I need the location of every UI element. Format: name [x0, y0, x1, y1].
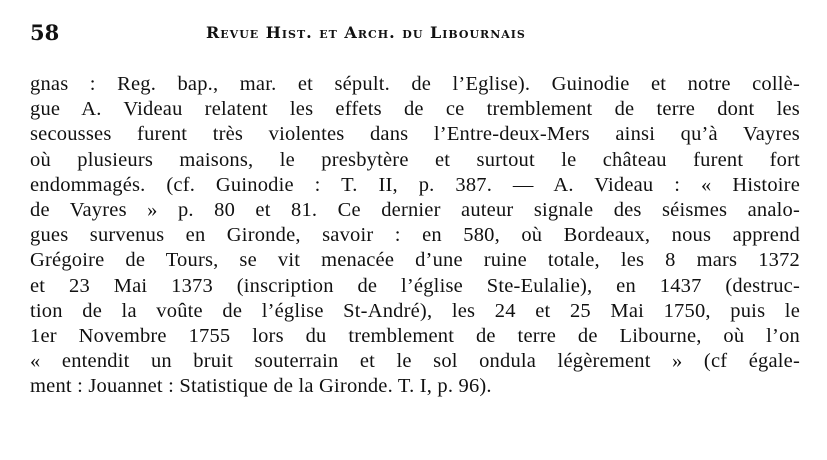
text-line: 1er Novembre 1755 lors du tremblement de terre de Libourne, où l’on	[30, 325, 800, 348]
text-line: où plusieurs maisons, le presbytère et surtout le château furent fort	[30, 148, 800, 171]
text-line: gues survenus en Gironde, savoir : en 580, où Bordeaux, nous apprend	[30, 224, 800, 247]
page-number: 58	[30, 20, 60, 45]
text-line: et 23 Mai 1373 (inscription de l’église Ste-Eulalie), en 1437 (destruc-	[30, 274, 800, 297]
text-line: gue A. Videau relatent les effets de ce tremblement de terre dont les	[30, 98, 800, 121]
text-line: de Vayres » p. 80 et 81. Ce dernier auteur signale des séismes analo-	[30, 199, 800, 222]
text-line: « entendit un bruit souterrain et le sol ondula légèrement » (cf égale-	[30, 350, 800, 373]
text-line: Grégoire de Tours, se vit menacée d’une ruine totale, les 8 mars 1372	[30, 249, 800, 272]
text-line: ment : Jouannet : Statistique de la Gironde. T. I, p. 96).	[30, 375, 492, 398]
text-line: endommagés. (cf. Guinodie : T. II, p. 387. — A. Videau : « Histoire	[30, 173, 800, 196]
text-line: gnas : Reg. bap., mar. et sépult. de l’Eglise). Guinodie et notre collè-	[30, 73, 800, 95]
text-line: secousses furent très violentes dans l’Entre-deux-Mers ainsi qu’à Vayres	[30, 123, 800, 146]
page-header	[30, 18, 800, 48]
text-line: tion de la voûte de l’église St-André), les 24 et 25 Mai 1750, puis le	[30, 299, 800, 322]
body-paragraph	[30, 72, 800, 400]
running-head: Revue Hist. et Arch. du Libournais	[206, 23, 526, 42]
